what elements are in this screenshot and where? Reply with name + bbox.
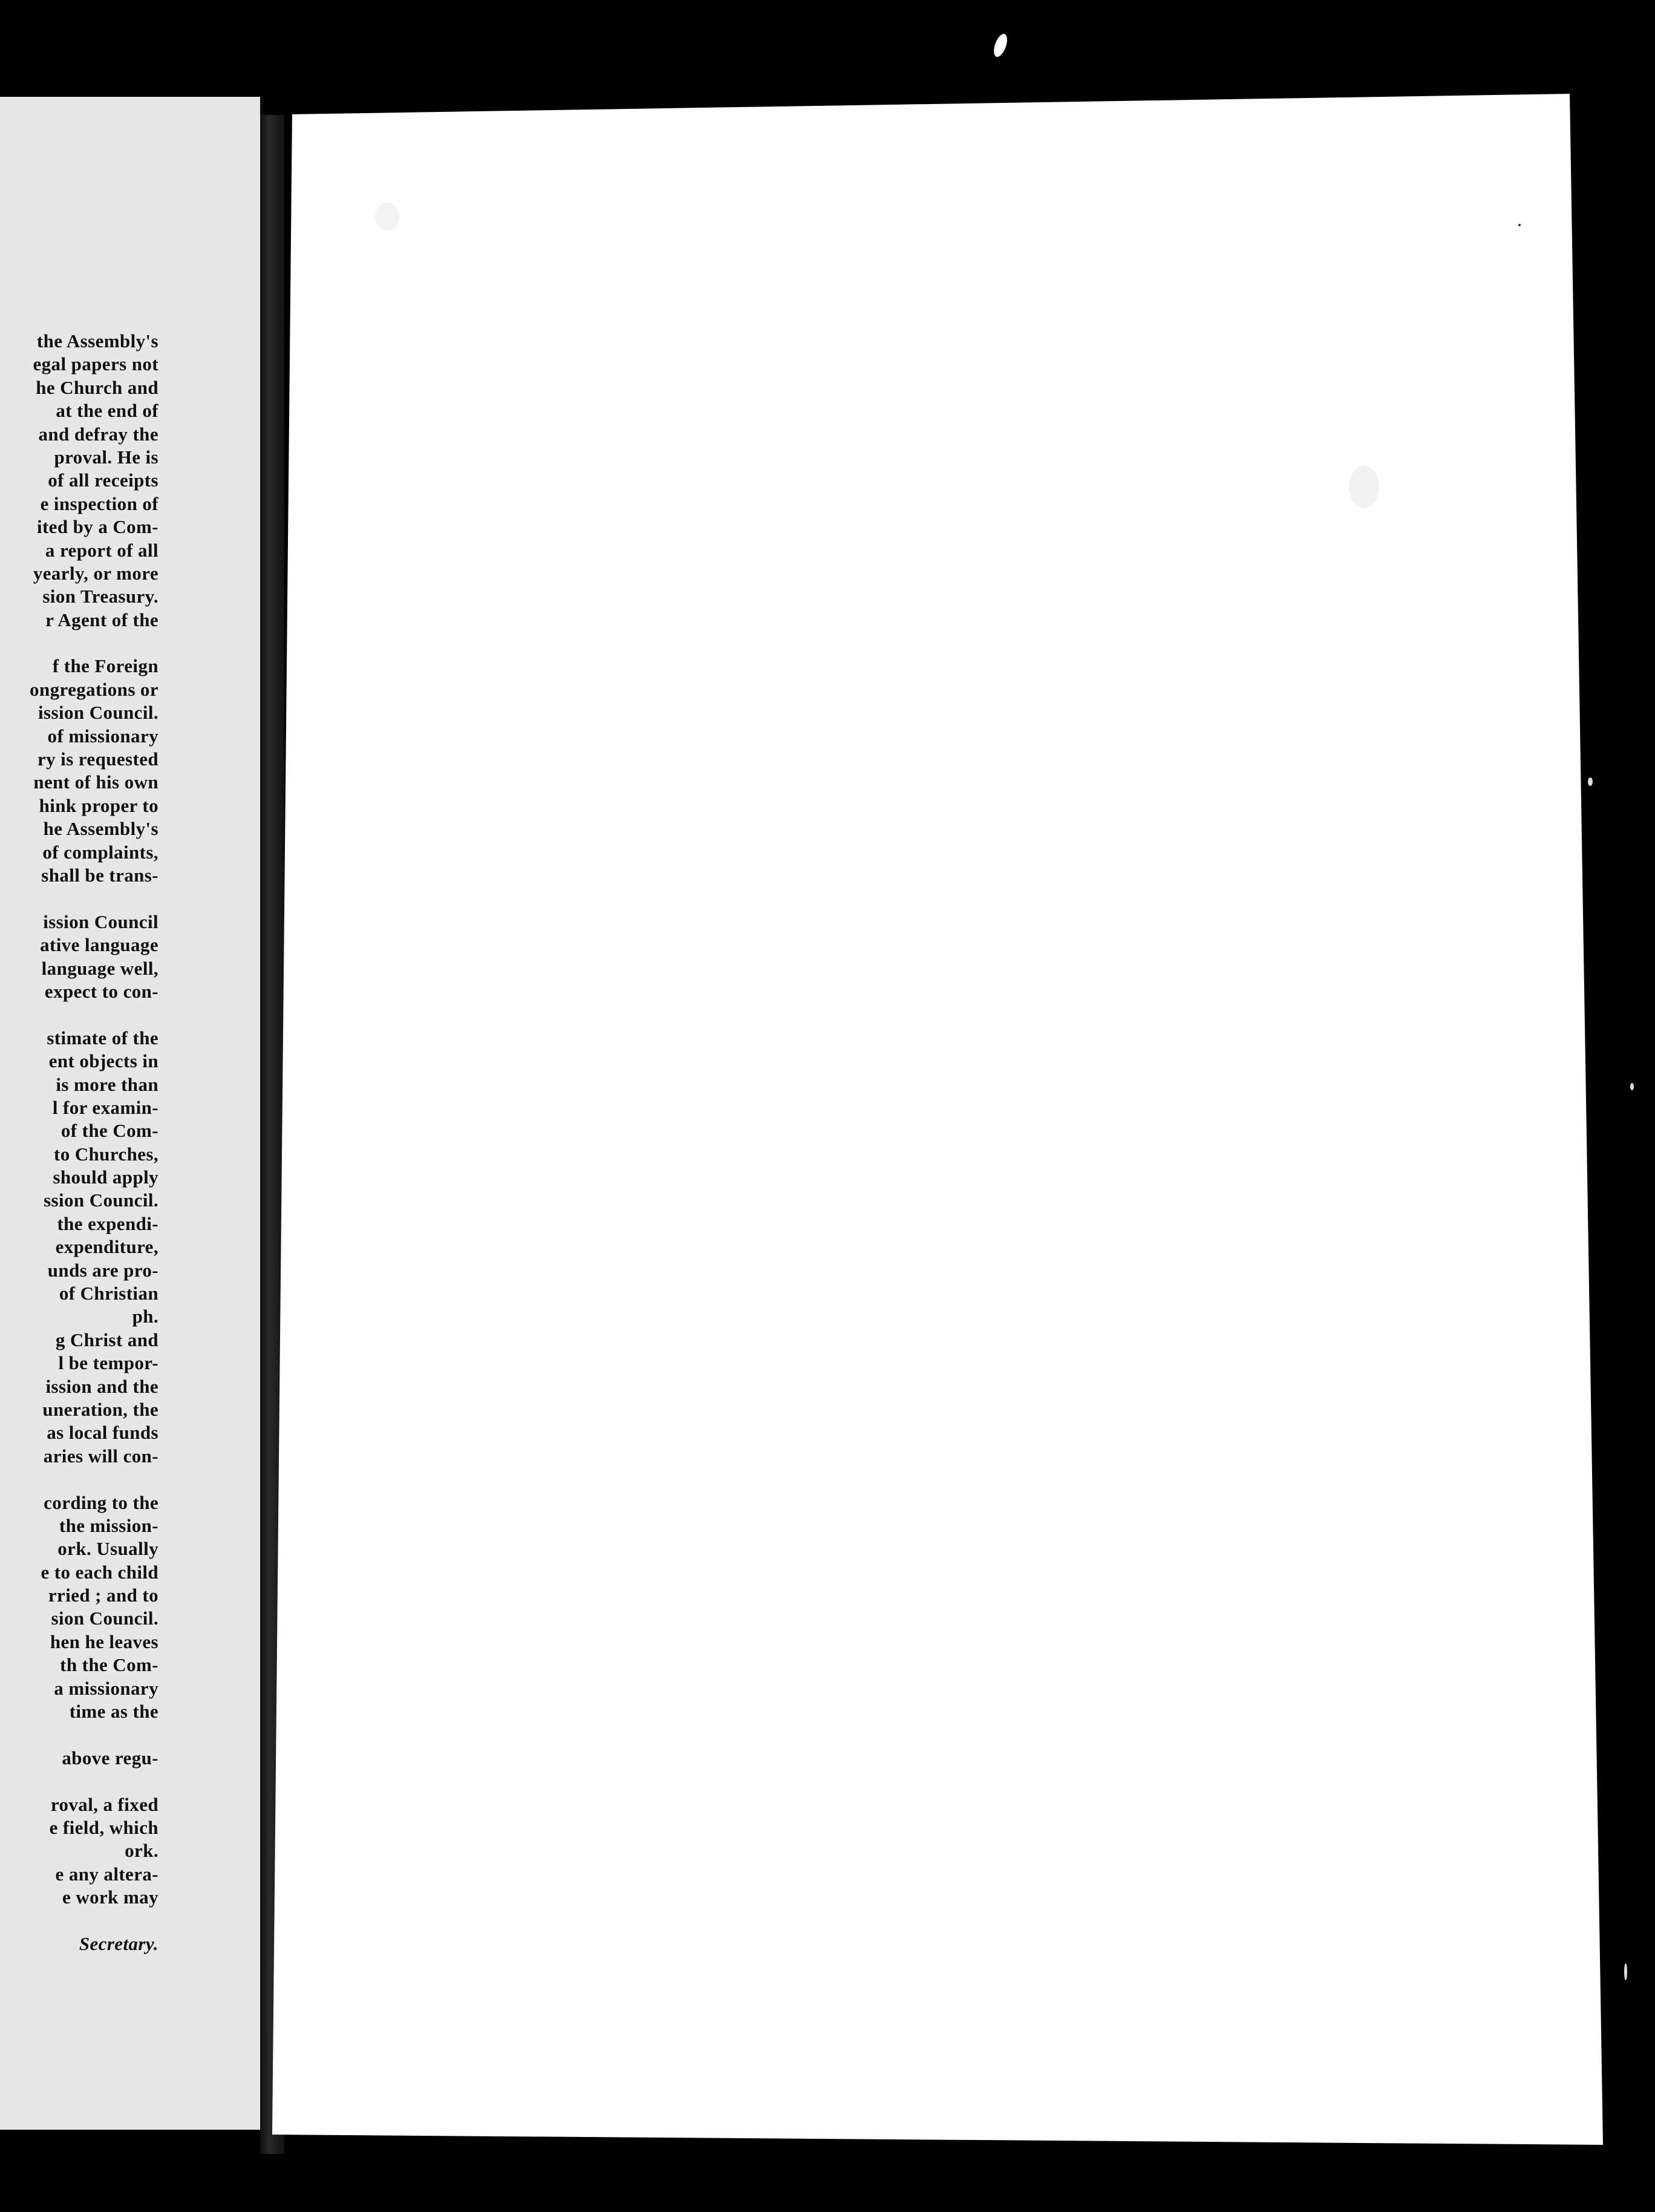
- left-page-line: a missionary: [54, 1677, 158, 1699]
- left-page-line: above regu-: [62, 1747, 158, 1769]
- left-page-line: ry is requested: [37, 748, 158, 770]
- left-page-line: proval. He is: [54, 446, 158, 468]
- left-page-line: the mission-: [59, 1514, 158, 1536]
- left-page-line: ongregations or: [30, 678, 158, 700]
- dust-speck: [1624, 1963, 1627, 1980]
- left-page-line: f the Foreign: [52, 655, 158, 677]
- left-page-line: ission Council: [43, 911, 158, 932]
- left-page-line: ative language: [40, 934, 158, 956]
- left-page-line: is more than: [56, 1073, 158, 1095]
- left-page-line: unds are pro-: [47, 1259, 158, 1281]
- left-page-line: as local funds: [47, 1422, 158, 1444]
- left-page-line: sion Council.: [51, 1608, 158, 1629]
- left-page-line: yearly, or more: [33, 562, 158, 584]
- left-page-line: of all receipts: [48, 470, 158, 491]
- left-page-line: ited by a Com-: [36, 516, 158, 538]
- left-page-line: of missionary: [47, 725, 158, 747]
- left-page-line: time as the: [69, 1701, 158, 1723]
- dust-speck: [991, 32, 1010, 59]
- left-page-line: [0, 632, 158, 655]
- dust-speck: [1630, 1083, 1634, 1090]
- left-page-line: of complaints,: [42, 841, 158, 863]
- left-page-line: ssion Council.: [44, 1189, 158, 1211]
- left-page-line: expenditure,: [55, 1236, 158, 1258]
- left-page-line: ph.: [132, 1306, 158, 1327]
- left-page-line: [0, 1468, 158, 1491]
- left-page-line: egal papers not: [33, 353, 158, 375]
- left-page-line: nent of his own: [33, 771, 158, 793]
- left-page-line: of the Com-: [60, 1120, 158, 1142]
- left-page-line: e any altera-: [55, 1863, 158, 1885]
- left-page-line: ork. Usually: [57, 1538, 158, 1560]
- left-page-line: language well,: [41, 957, 158, 979]
- left-page-line: g Christ and: [55, 1329, 158, 1350]
- left-page-line: [0, 887, 158, 910]
- left-page-line: roval, a fixed: [50, 1793, 158, 1815]
- left-page-line: e to each child: [41, 1561, 158, 1583]
- left-page-line: at the end of: [56, 400, 158, 422]
- left-page-line: r Agent of the: [45, 609, 158, 630]
- left-page-line: shall be trans-: [41, 864, 158, 886]
- left-page-line: stimate of the: [47, 1027, 158, 1049]
- right-page-blank: [272, 94, 1603, 2145]
- left-page-line: sion Treasury.: [42, 586, 158, 607]
- left-page-line: expect to con-: [44, 980, 158, 1002]
- left-page-line: uneration, the: [42, 1398, 158, 1420]
- left-page-line: Secretary.: [79, 1932, 158, 1954]
- left-page-line: hen he leaves: [50, 1631, 158, 1652]
- left-page-line: ission and the: [45, 1375, 158, 1397]
- left-page-line: ork.: [125, 1840, 158, 1862]
- left-page-line: l be tempor-: [58, 1352, 158, 1374]
- left-page-text: [0, 330, 158, 1955]
- left-page-line: a report of all: [45, 539, 158, 561]
- left-page: [0, 97, 264, 2130]
- left-page-line: e field, which: [49, 1817, 158, 1838]
- left-page-line: l for examin-: [52, 1096, 158, 1118]
- left-page-line: rried ; and to: [48, 1585, 158, 1606]
- left-page-line: to Churches,: [53, 1143, 158, 1165]
- dust-speck: [1518, 224, 1521, 226]
- left-page-line: [0, 1909, 158, 1932]
- left-page-line: the expendi-: [57, 1212, 158, 1234]
- left-page-line: should apply: [53, 1167, 158, 1188]
- left-page-line: he Assembly's: [43, 818, 158, 840]
- dust-speck: [1349, 466, 1379, 508]
- dust-speck: [375, 203, 399, 231]
- left-page-line: of Christian: [59, 1283, 158, 1304]
- left-page-line: cording to the: [44, 1491, 158, 1513]
- left-page-line: he Church and: [36, 376, 158, 398]
- left-page-line: th the Com-: [60, 1654, 158, 1676]
- left-page-line: and defray the: [38, 423, 158, 445]
- left-page-line: e work may: [62, 1886, 158, 1908]
- left-page-line: e inspection of: [40, 492, 158, 514]
- left-page-line: [0, 1003, 158, 1026]
- dust-speck: [1588, 777, 1593, 786]
- left-page-line: ission Council.: [38, 702, 158, 724]
- left-page-line: ent objects in: [48, 1050, 158, 1072]
- left-page-line: [0, 1723, 158, 1746]
- left-page-line: aries will con-: [43, 1445, 158, 1467]
- left-page-line: hink proper to: [39, 794, 158, 816]
- left-page-line: the Assembly's: [36, 330, 158, 352]
- left-page-line: [0, 1770, 158, 1793]
